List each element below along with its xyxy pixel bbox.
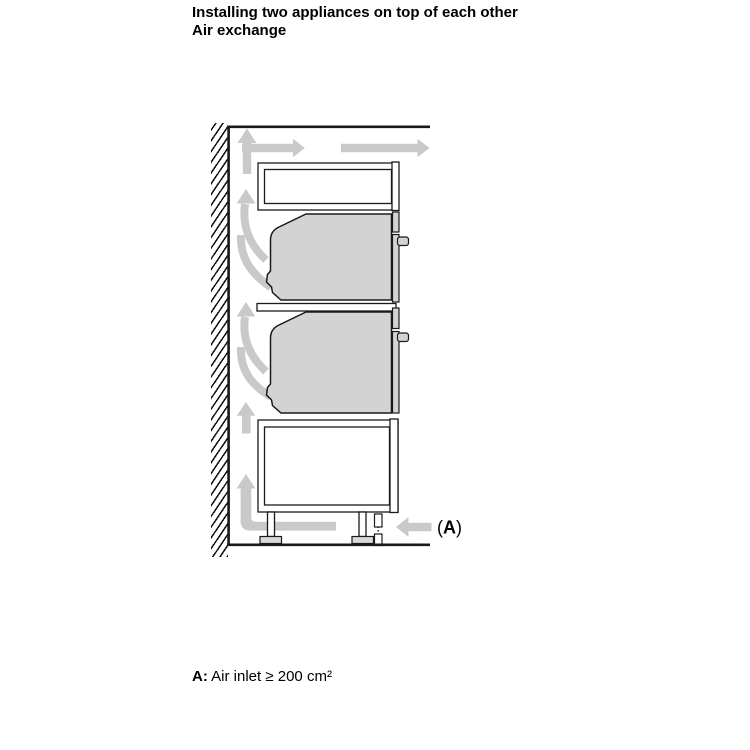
paren-close: ) (456, 517, 462, 538)
airflow-right-arrow-outer (341, 139, 430, 157)
top-cabinet (258, 162, 399, 211)
title-heading: Installing two appliances on top of each other (192, 4, 518, 21)
upper-oven (267, 212, 409, 302)
footnote-label: A: (192, 668, 208, 685)
lower-oven-door (393, 332, 400, 414)
top-cabinet-inner (265, 170, 392, 204)
plinth-segment-top (375, 514, 383, 527)
air-inlet-arrow (396, 517, 432, 537)
base-cabinet-inner (265, 427, 390, 505)
air-inlet-label (437, 518, 462, 538)
upper-oven-handle (398, 237, 409, 246)
lower-oven-handle (398, 333, 409, 342)
upper-oven-control-panel (393, 212, 400, 232)
title-subheading: Air exchange (192, 21, 287, 39)
lower-oven (267, 308, 409, 413)
cabinet-foot-left (260, 537, 282, 544)
curved-arrow-tail-1 (244, 204, 266, 260)
footnote-text: Air inlet ≥ 200 cm² (207, 668, 332, 685)
base-cabinet-front-strip (390, 419, 398, 513)
lower-oven-body (267, 312, 392, 413)
plinth-air-vent (375, 514, 383, 546)
paren-open: ( (437, 517, 443, 538)
cabinet-leg-left (268, 512, 275, 537)
cabinet-foot-right (352, 537, 374, 544)
inlet-letter: A (443, 517, 456, 538)
cabinet-leg-right (359, 512, 366, 537)
curved-arrow-head (237, 189, 256, 204)
curved-arrow-tail-1 (244, 317, 266, 372)
upper-oven-body (267, 214, 392, 300)
airflow-up-arrow-mid (237, 402, 256, 434)
top-cabinet-front-strip (392, 162, 399, 211)
middle-shelf (257, 304, 396, 312)
lower-oven-control-panel (393, 308, 400, 329)
airflow-curved-arrow-lower (237, 302, 271, 397)
curved-arrow-head (237, 302, 256, 317)
